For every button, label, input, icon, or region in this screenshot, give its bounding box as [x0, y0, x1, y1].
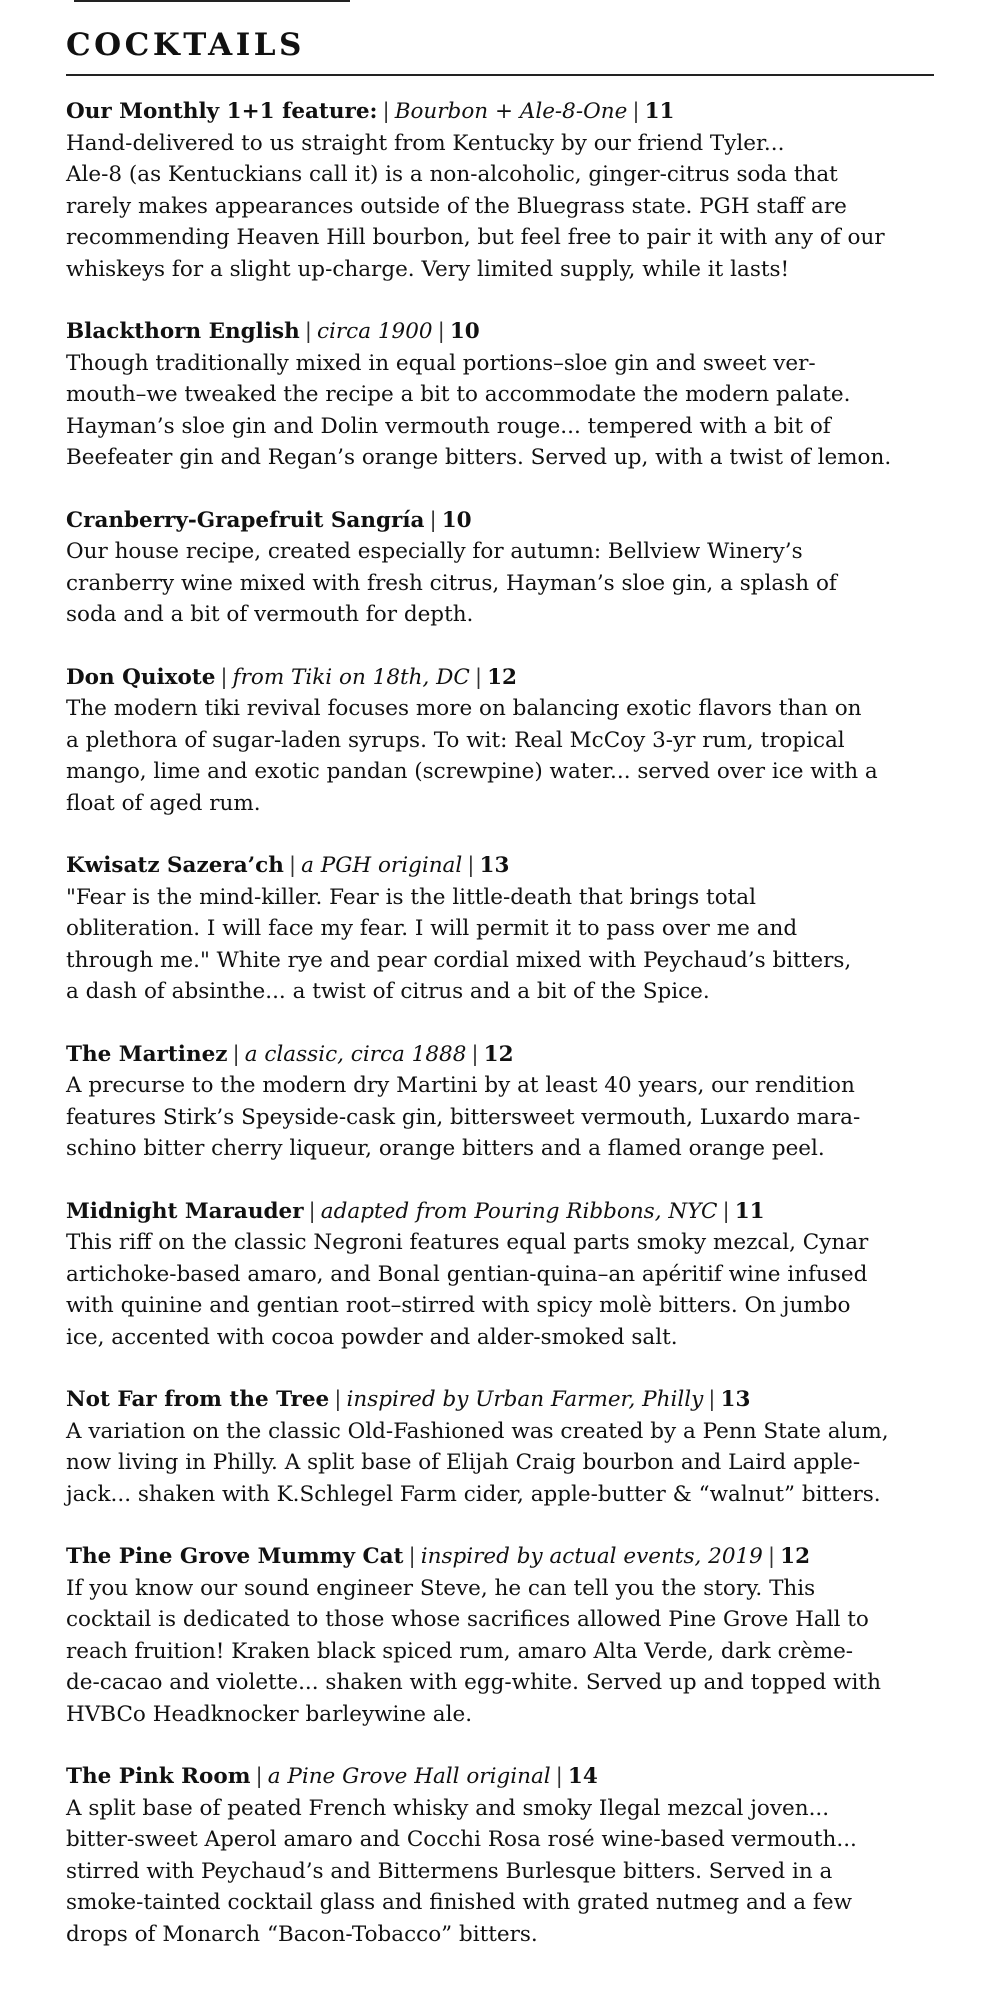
separator: |	[308, 1198, 316, 1224]
cocktail-description	[66, 1070, 938, 1165]
separator: |	[555, 1764, 563, 1789]
separator: |	[429, 507, 437, 533]
menu-item	[66, 1196, 938, 1354]
description-line: whiskeys for a slight up-charge. Very limited supply, while it lasts!	[66, 256, 790, 282]
description-line: soda and a bit of vermouth for depth.	[66, 602, 474, 627]
cocktail-price: 10	[449, 319, 480, 344]
cocktail-price: 11	[734, 1198, 765, 1224]
description-line: Beefeater gin and Regan’s orange bitters. Served up, with a twist of lemon.	[66, 445, 892, 470]
menu-item	[66, 1761, 938, 1950]
description-line: reach fruition! Kraken black spiced rum, amaro Alta Verde, dark crème-	[66, 1638, 854, 1664]
cocktail-price: 10	[441, 507, 472, 533]
header-rule	[66, 74, 934, 76]
menu-item	[66, 96, 938, 285]
menu-item-heading	[66, 96, 938, 128]
description-line: cranberry wine mixed with fresh citrus, Hayman’s sloe gin, a splash of	[66, 570, 837, 596]
cocktail-description	[66, 882, 938, 1008]
menu-item	[66, 316, 938, 474]
cocktail-note: circa 1900	[316, 319, 433, 344]
menu-item-heading	[66, 316, 938, 348]
cocktail-price: 12	[483, 1041, 514, 1067]
menu-item-heading	[66, 850, 938, 882]
menu-item-heading	[66, 1196, 938, 1228]
cocktail-menu	[66, 96, 938, 1981]
menu-item	[66, 1039, 938, 1165]
section-header	[66, 26, 934, 76]
separator: |	[467, 853, 475, 878]
description-line: This riff on the classic Negroni features equal parts smoky mezcal, Cynar	[66, 1230, 869, 1255]
cocktail-price: 11	[644, 99, 675, 124]
description-line: smoke-tainted cocktail glass and finished with grated nutmeg and a few	[66, 1890, 852, 1915]
description-line: now living in Philly. A split base of Elijah Craig bourbon and Laird apple-	[66, 1450, 861, 1475]
description-line: A split base of peated French whisky and smoky Ilegal mezcal joven...	[66, 1795, 830, 1821]
description-line: artichoke-based amaro, and Bonal gentian-quina–an apéritif wine infused	[66, 1261, 868, 1287]
cocktail-name: Blackthorn English	[66, 319, 300, 344]
cocktail-description	[66, 1573, 938, 1731]
cocktail-price: 14	[567, 1764, 598, 1789]
description-line: a plethora of sugar-laden syrups. To wit: Real McCoy 3-yr rum, tropical	[66, 727, 845, 753]
cocktail-name: Midnight Marauder	[66, 1198, 304, 1224]
description-line: bitter-sweet Aperol amaro and Cocchi Rosa rosé wine-based vermouth...	[66, 1827, 857, 1852]
cocktail-name: Not Far from the Tree	[66, 1387, 330, 1412]
cocktail-description	[66, 1416, 938, 1511]
cocktail-name: Kwisatz Sazera’ch	[66, 853, 284, 878]
separator: |	[722, 1198, 730, 1224]
cocktail-name: The Pine Grove Mummy Cat	[66, 1544, 404, 1569]
description-line: float of aged rum.	[66, 790, 261, 816]
separator: |	[304, 319, 312, 344]
description-line: Ale-8 (as Kentuckians call it) is a non-alcoholic, ginger-citrus soda that	[66, 162, 838, 187]
cocktail-name: Cranberry-Grapefruit Sangría	[66, 507, 425, 533]
menu-item-heading	[66, 1039, 938, 1071]
description-line: Though traditionally mixed in equal portions–sloe gin and sweet ver-	[66, 350, 816, 376]
cocktail-price: 13	[479, 853, 510, 878]
description-line: Hand-delivered to us straight from Kentucky by our friend Tyler...	[66, 130, 785, 156]
description-line: The modern tiki revival focuses more on balancing exotic flavors than on	[66, 696, 862, 721]
cocktail-description	[66, 348, 938, 474]
description-line: drops of Monarch “Bacon-Tobacco” bitters.	[66, 1921, 538, 1947]
description-line: A precurse to the modern dry Martini by at least 40 years, our rendition	[66, 1073, 855, 1098]
cocktail-name: Don Quixote	[66, 664, 216, 690]
description-line: cocktail is dedicated to those whose sacrifices allowed Pine Grove Hall to	[66, 1607, 869, 1632]
separator: |	[288, 853, 297, 878]
description-line: de-cacao and violette... shaken with egg-white. Served up and topped with	[66, 1670, 881, 1695]
description-line: "Fear is the mind-killer. Fear is the little-death that brings total	[66, 884, 756, 910]
separator: |	[232, 1041, 240, 1067]
description-line: jack... shaken with K.Schlegel Farm cider, apple-butter & “walnut” bitters.	[66, 1481, 881, 1507]
separator: |	[220, 664, 228, 690]
separator: |	[334, 1387, 342, 1412]
cocktail-note: a classic, circa 1888	[244, 1041, 467, 1067]
menu-item	[66, 1384, 938, 1510]
menu-item	[66, 1541, 938, 1730]
description-line: Our house recipe, created especially for autumn: Bellview Winery’s	[66, 539, 803, 564]
menu-item-heading	[66, 1384, 938, 1416]
description-line: stirred with Peychaud’s and Bittermens Burlesque bitters. Served in a	[66, 1858, 833, 1884]
cocktail-note: inspired by Urban Farmer, Philly	[346, 1387, 704, 1412]
separator: |	[471, 1041, 479, 1067]
cocktail-note: inspired by actual events, 2019	[420, 1544, 763, 1569]
description-line: ice, accented with cocoa powder and alder-smoked salt.	[66, 1324, 678, 1350]
description-line: Hayman’s sloe gin and Dolin vermouth rouge... tempered with a bit of	[66, 413, 831, 439]
cocktail-note: from Tiki on 18th, DC	[232, 664, 470, 690]
separator: |	[382, 99, 390, 124]
description-line: mouth–we tweaked the recipe a bit to accommodate the modern palate.	[66, 382, 851, 407]
separator: |	[408, 1544, 416, 1569]
menu-item-heading	[66, 1761, 938, 1793]
cocktail-description	[66, 693, 938, 819]
separator: |	[632, 99, 640, 124]
cocktail-note: adapted from Pouring Ribbons, NYC	[320, 1198, 718, 1224]
separator: |	[767, 1544, 776, 1569]
cocktail-name: Our Monthly 1+1 feature:	[66, 99, 378, 124]
separator: |	[437, 319, 445, 344]
menu-item-heading	[66, 505, 938, 537]
cocktail-note: a Pine Grove Hall original	[267, 1764, 551, 1789]
cocktail-name: The Pink Room	[66, 1764, 251, 1789]
menu-item	[66, 505, 938, 631]
separator: |	[708, 1387, 716, 1412]
description-line: a dash of absinthe... a twist of citrus and a bit of the Spice.	[66, 979, 710, 1004]
menu-item	[66, 850, 938, 1008]
description-line: HVBCo Headknocker barleywine ale.	[66, 1701, 473, 1727]
cocktail-name: The Martinez	[66, 1041, 228, 1067]
menu-item-heading	[66, 1541, 938, 1573]
description-line: schino bitter cherry liqueur, orange bitters and a flamed orange peel.	[66, 1136, 825, 1161]
top-rule	[74, 0, 350, 2]
separator: |	[255, 1764, 263, 1789]
menu-item	[66, 662, 938, 820]
description-line: features Stirk’s Speyside-cask gin, bittersweet vermouth, Luxardo mara-	[66, 1104, 861, 1130]
section-title: COCKTAILS	[66, 27, 305, 63]
cocktail-price: 12	[487, 664, 518, 690]
cocktail-note: Bourbon + Ale-8-One	[394, 99, 628, 124]
cocktail-price: 13	[720, 1387, 751, 1412]
menu-item-heading	[66, 662, 938, 694]
cocktail-description	[66, 536, 938, 631]
description-line: If you know our sound engineer Steve, he can tell you the story. This	[66, 1575, 816, 1601]
cocktail-note: a PGH original	[301, 853, 463, 878]
description-line: through me." White rye and pear cordial mixed with Peychaud’s bitters,	[66, 947, 852, 973]
description-line: mango, lime and exotic pandan (screwpine) water... served over ice with a	[66, 759, 878, 784]
cocktail-description	[66, 1227, 938, 1353]
description-line: A variation on the classic Old-Fashioned was created by a Penn State alum,	[66, 1418, 889, 1444]
description-line: recommending Heaven Hill bourbon, but feel free to pair it with any of our	[66, 225, 885, 250]
description-line: rarely makes appearances outside of the Bluegrass state. PGH staff are	[66, 193, 847, 219]
cocktail-price: 12	[780, 1544, 811, 1569]
description-line: with quinine and gentian root–stirred with spicy molè bitters. On jumbo	[66, 1293, 851, 1318]
description-line: obliteration. I will face my fear. I will permit it to pass over me and	[66, 916, 798, 941]
separator: |	[474, 664, 483, 690]
cocktail-description	[66, 1793, 938, 1951]
cocktail-description	[66, 128, 938, 286]
